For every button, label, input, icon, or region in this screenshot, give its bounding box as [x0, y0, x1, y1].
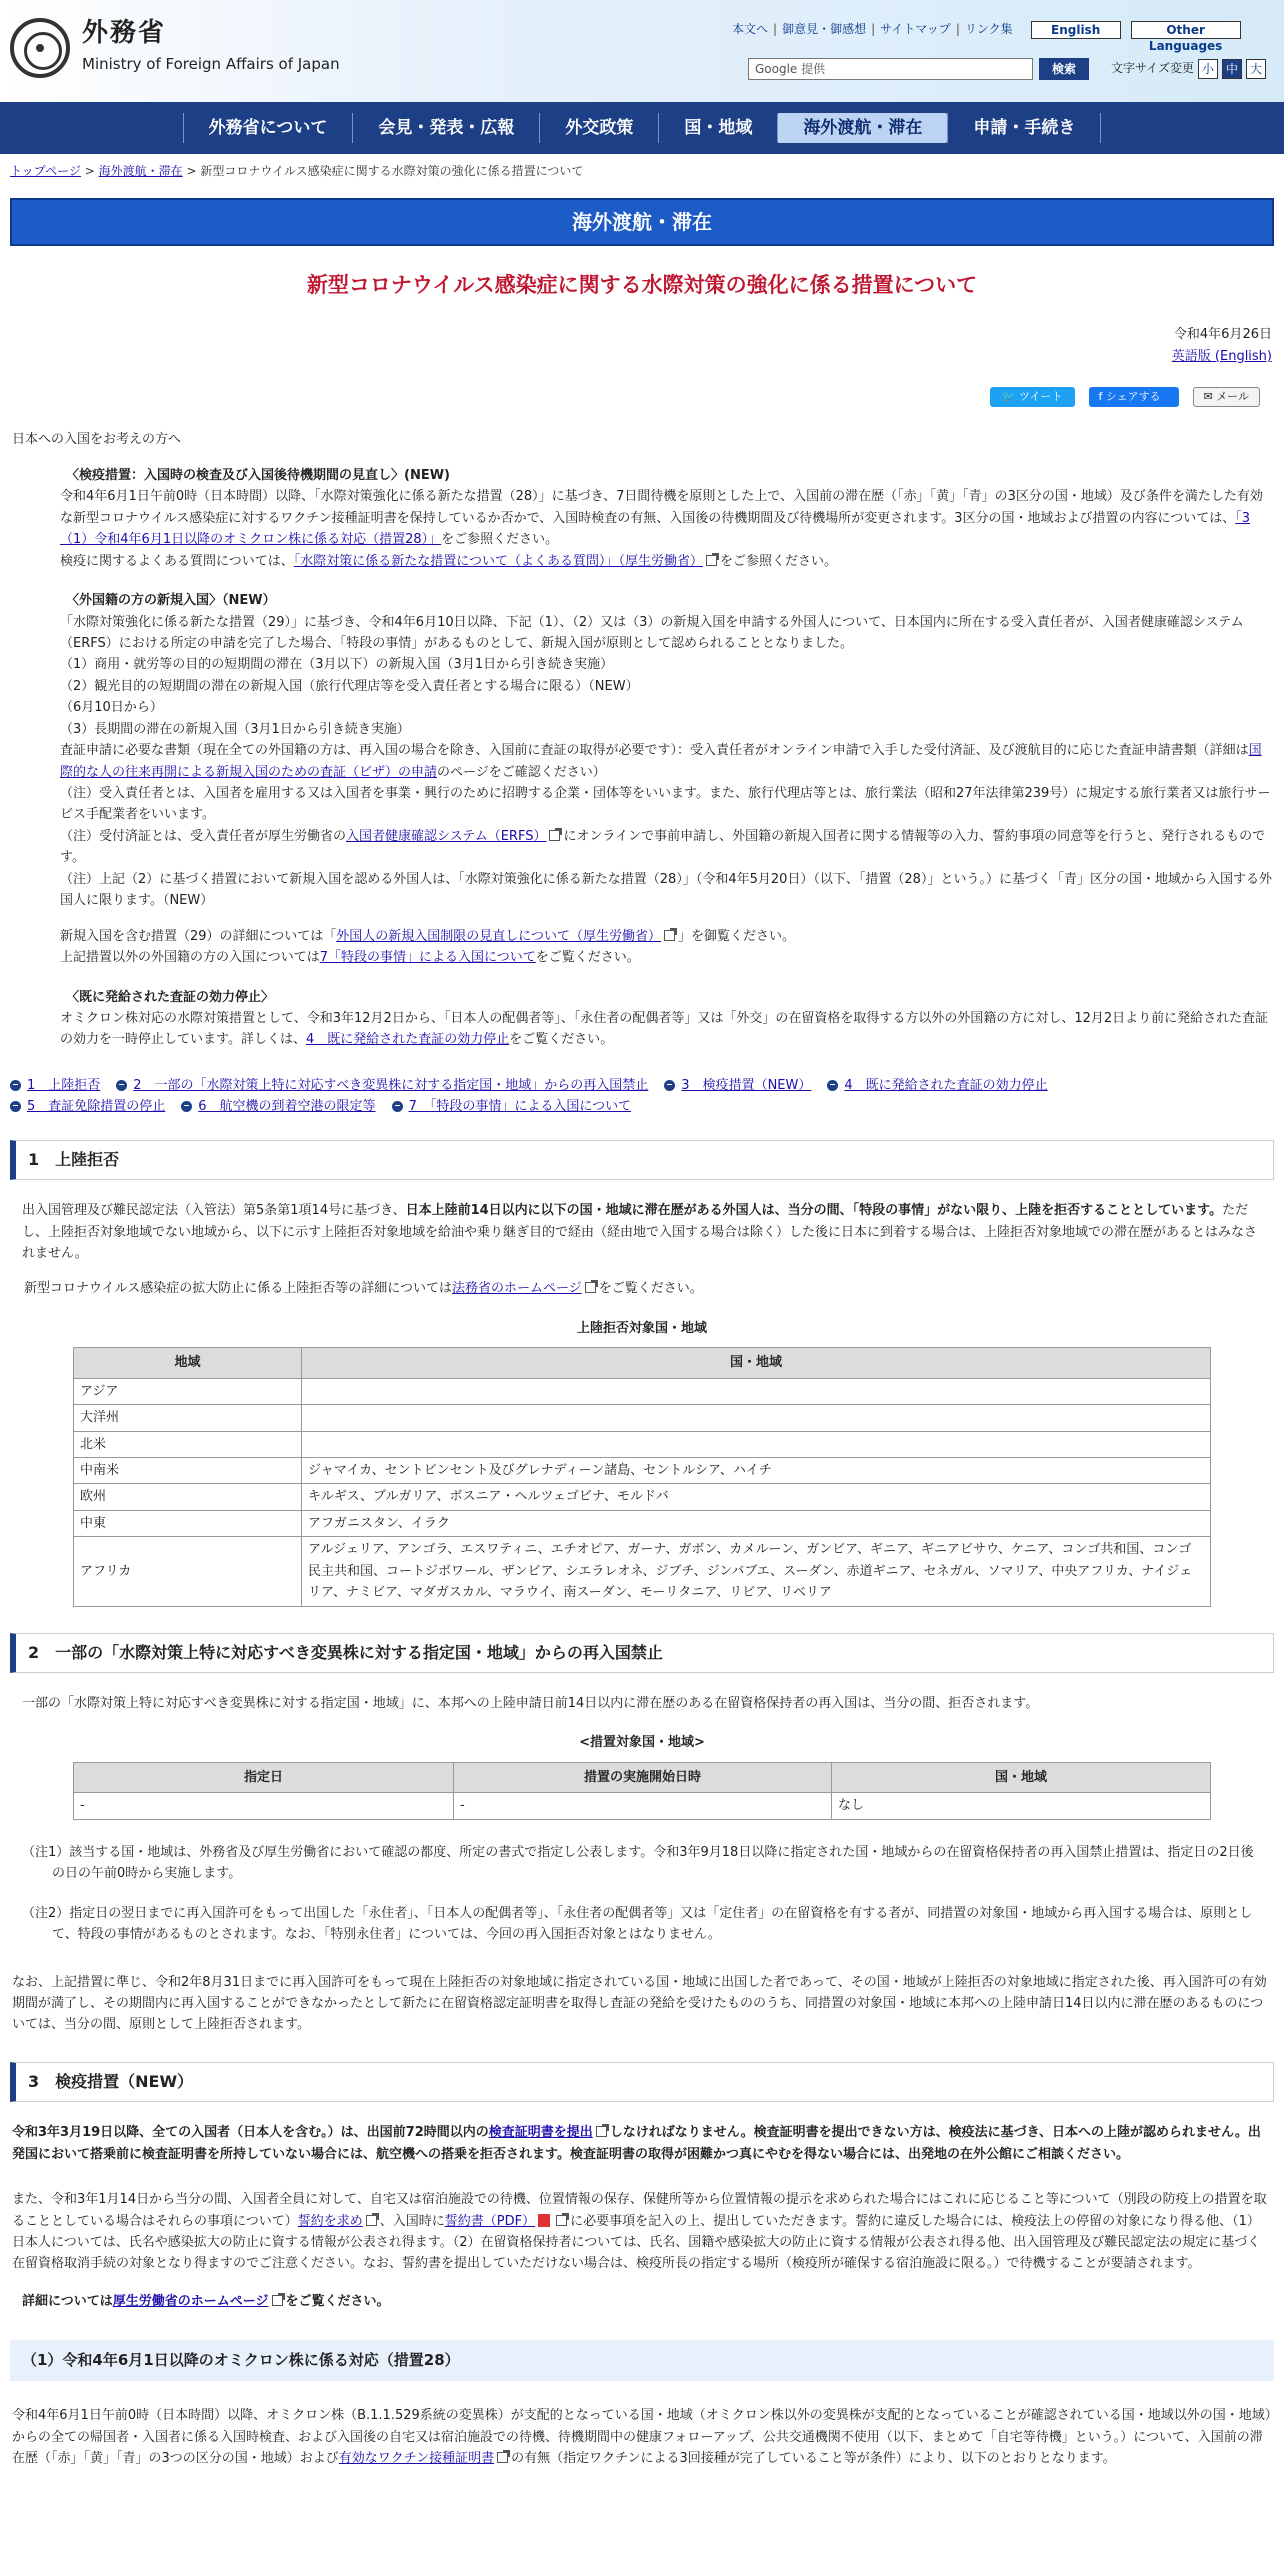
breadcrumb: トップページ > 海外渡航・滞在 > 新型コロナウイルス感染症に関する水際対策の強化に係る措置について [10, 164, 584, 178]
note: （注）受入責任者とは、入国者を雇用する又は入国者を事業・興行のために招聘する企業・団体等をいいます。また、旅行代理店等とは、旅行業法（昭和27年法律第239号）に規定する旅行業者又は旅行サービス手配業者をいいます。 [60, 786, 1271, 823]
table-header: 国・地域 [832, 1762, 1211, 1792]
section-banner: 海外渡航・滞在 [10, 198, 1274, 246]
link-new-entry-mhlw[interactable]: 外国人の新規入国制限の見直しについて（厚生労働省） [336, 928, 662, 944]
search-input[interactable]: Google 提供 [748, 58, 1033, 80]
table-row: 北米 [74, 1431, 1211, 1457]
list-item: （2）観光目的の短期間の滞在の新規入国（旅行代理店等を受入責任者とする場合に限る）（NEW） [60, 678, 639, 694]
measure-29-paragraph: 新規入国を含む措置（29）の詳細については「外国人の新規入国制限の見直しについて（厚生労働省） 」を御覧ください。 [60, 928, 796, 944]
font-size-label: 文字サイズ変更 [1111, 61, 1195, 76]
section-2-note-2: （注2）指定日の翌日までに再入国許可をもって出国した「永住者」、「日本人の配偶者等」、「永住者の配偶者等」又は「定住者」の在留資格を有する者が、同措置の対象国・地域から再入国する場合は、原則として、特段の事情があるものとされます。なお、「特別永住者」については、今回の再入国拒否対象とはなりません。 [22, 1905, 1253, 1943]
nav-procedures[interactable]: 申請・手続き [947, 113, 1101, 143]
table-header: 措置の実施開始日時 [454, 1762, 832, 1792]
font-size-small[interactable]: 小 [1198, 59, 1218, 79]
section-1-heading: 1 上陸拒否 [10, 1140, 1274, 1180]
global-nav [0, 102, 1284, 154]
util-link-links[interactable]: リンク集 [964, 22, 1013, 36]
search-button[interactable]: 検索 [1039, 58, 1089, 80]
font-size-control [1111, 59, 1266, 79]
external-link-icon [497, 2452, 508, 2463]
table-row: - - なし [74, 1793, 1211, 1819]
breadcrumb-parent[interactable]: 海外渡航・滞在 [98, 164, 183, 178]
page-title: 新型コロナウイルス感染症に関する水際対策の強化に係る措置について [306, 272, 978, 297]
toc-item-1[interactable]: 1 上陸拒否 [10, 1075, 100, 1096]
external-link-icon [706, 555, 717, 566]
toc-item-7[interactable]: 7 「特段の事情」による入国について [392, 1096, 632, 1117]
note: （注）受付済証とは、受入責任者が厚生労働省の入国者健康確認システム（ERFS） にオンラインで事前申請し、外国籍の新規入国者に関する情報等の入力、誓約事項の同意等を行うと、発行されるものです。 [60, 828, 1266, 866]
toc-item-5[interactable]: 5 査証免除措置の停止 [10, 1096, 165, 1117]
pdf-icon [538, 2214, 550, 2227]
util-link-main[interactable]: 本文へ [732, 22, 769, 36]
arrow-circle-icon [827, 1080, 838, 1091]
special-circumstances-paragraph: 上記措置以外の外国籍の方の入国については7「特段の事情」による入国についてをご覧ください。 [60, 950, 640, 966]
section-2-heading: 2 一部の「水際対策上特に対応すべき変異株に対する指定国・地域」からの再入国禁止 [10, 1633, 1274, 1673]
reentry-table [73, 1762, 1211, 1820]
util-link-feedback[interactable]: 御意見・御感想 [782, 22, 867, 36]
toc-item-4[interactable]: 4 既に発給された査証の効力停止 [827, 1075, 1047, 1096]
facebook-share-button[interactable]: f シェアする [1089, 387, 1179, 407]
quarantine-paragraph-2: 検疫に関するよくある質問については、「水際対策に係る新たな措置について（よくある質問）」（厚生労働省） をご参照ください。 [60, 553, 838, 569]
arrow-circle-icon [116, 1080, 127, 1091]
external-link-icon [664, 930, 675, 941]
table-of-contents [0, 1075, 1284, 1118]
link-erfs[interactable]: 入国者健康確認システム（ERFS） [346, 828, 547, 844]
section-3-paragraph-1: 令和3年3月19日以降、全ての入国者（日本人を含む。）は、出国前72時間以内の検査証明書を提出 しなければなりません。検査証明書を提出できない方は、検疫法に基づき、日本への上陸が認められません。出発国において搭乗前に検査証明書を所持していない場合には、航空機への搭乗を拒否されます。検査証明書の取得が困難かつ真にやむを得ない場合には、出発地の在外公館にご相談ください。 [12, 2125, 1261, 2162]
link-mhlw[interactable]: 厚生労働省のホームページ [112, 2293, 269, 2309]
link-visa-application[interactable]: 国際的な人の往来再開による新規入国のための査証（ビザ）の申請 [60, 743, 1262, 780]
util-link-sitemap[interactable]: サイトマップ [880, 22, 951, 36]
external-link-icon [556, 2215, 567, 2226]
site-logo[interactable] [10, 18, 340, 78]
mofa-emblem-icon [10, 18, 70, 78]
arrow-circle-icon [10, 1101, 21, 1112]
arrow-circle-icon [664, 1080, 675, 1091]
table-row: アフリカ アルジェリア、アンゴラ、エスワティニ、エチオピア、ガーナ、ガボン、カメルーン、ガンビア、ギニア、ギニアビサウ、ケニア、コンゴ共和国、コンゴ民主共和国、コートジボワール、ザンビア、シエラレオネ、ジブチ、ジンバブエ、スーダン、赤道ギニア、セネガル、ソマリア、中央アフリカ、ナイジェリア、ナミビア、マダガスカル、マラウイ、南スーダン、モーリタニア、リビア、リベリア [74, 1537, 1211, 1606]
tweet-button[interactable]: 🐦 ツイート [990, 387, 1075, 407]
arrow-circle-icon [10, 1080, 21, 1091]
nav-press[interactable]: 会見・発表・広報 [352, 113, 539, 143]
publish-date: 令和4年6月26日 [1173, 327, 1272, 343]
font-size-large[interactable]: 大 [1246, 59, 1266, 79]
font-size-medium[interactable]: 中 [1222, 59, 1242, 79]
note: （注）上記（2）に基づく措置において新規入国を認める外国人は、「水際対策強化に係る新たな措置（28）」（令和4年5月20日）（以下、「措置（28）」という。）に基づく「青」区分の国・地域から入国する外国人に限ります。（NEW） [60, 871, 1272, 909]
foreign-entry-heading: 〈外国籍の方の新規入国〉（NEW） [66, 593, 276, 609]
link-pledge[interactable]: 誓約を求め [297, 2213, 363, 2229]
english-button[interactable]: English [1031, 21, 1121, 39]
section-3-paragraph-2: また、令和3年1月14日から当分の間、入国者全員に対して、自宅又は宿泊施設での待機、位置情報の保存、保健所等から位置情報の提示を求められた場合にはこれに応じること等について（別段の防疫上の措置を取ることとしている場合はそれらの事項について）誓約を求め 、入国時に誓約書（PDF） に必要事項を記入の上、提出していただきます。誓約に違反した場合には、検疫法上の停留の対象になり得る他、（1）日本人については、氏名や感染拡大の防止に資する情報が公表され得ます。（2）在留資格保持者については、氏名、国籍や感染拡大の防止に資する情報が公表され得る他、出入国管理及び難民認定法の規定に基づく在留資格取消手続の対象となり得ますのでご注意ください。なお、誓約書を提出していただけない場合は、検疫所長の指定する場所（検疫所が確保する宿泊施設に限る。）で待機することが要請されます。 [12, 2192, 1267, 2272]
table-header: 指定日 [74, 1762, 454, 1792]
toc-item-3[interactable]: 3 検疫措置（NEW） [664, 1075, 811, 1096]
link-section-7[interactable]: 7「特段の事情」による入国について [319, 950, 536, 966]
section-3-heading: 3 検疫措置（NEW） [10, 2062, 1274, 2102]
breadcrumb-home[interactable]: トップページ [10, 164, 81, 178]
external-link-icon [366, 2215, 377, 2226]
section-2-paragraph: 一部の「水際対策上特に対応すべき変異株に対する指定国・地域」に、本邦への上陸申請日前14日以内に滞在歴のある在留資格保持者の再入国は、当分の間、拒否されます。 [22, 1696, 1039, 1712]
english-version-link[interactable]: 英語版 (English) [1171, 348, 1272, 364]
breadcrumb-current: 新型コロナウイルス感染症に関する水際対策の強化に係る措置について [200, 164, 584, 178]
intro-heading: 日本への入国をお考えの方へ [12, 432, 182, 448]
link-measure-28[interactable]: 「3（1）令和4年6月1日以降のオミクロン株に係る対応（措置28）」 [60, 510, 1251, 548]
quarantine-paragraph-1: 令和4年6月1日午前0時（日本時間）以降、「水際対策強化に係る新たな措置（28）」に基づき、7日間待機を原則とした上で、入国前の滞在歴（「赤」「黄」「青」の3区分の国・地域）及び条件を満たした有効な新型コロナウイルス感染症に対するワクチン接種証明書を保持しているか否かで、入国時検査の有無、入国後の待機期間及び待機場所が変更されます。3区分の国・地域および措置の内容については、「3（1）令和4年6月1日以降のオミクロン株に係る対応（措置28）」をご参照ください。 [60, 489, 1263, 548]
section-3-paragraph-3: 詳細については厚生労働省のホームページ をご覧ください。 [22, 2293, 390, 2309]
share-buttons [0, 387, 1284, 407]
table-row: 欧州 キルギス、ブルガリア、ボスニア・ヘルツェゴビナ、モルドバ [74, 1484, 1211, 1510]
arrow-circle-icon [181, 1101, 192, 1112]
denial-table [73, 1347, 1211, 1606]
intro-section [0, 429, 1284, 1050]
site-header [0, 0, 1284, 102]
visa-suspension-heading: 〈既に発給された査証の効力停止〉 [66, 989, 275, 1005]
nav-about[interactable]: 外務省について [183, 113, 353, 143]
section-1-paragraph-2: 新型コロナウイルス感染症の拡大防止に係る上陸拒否等の詳細については法務省のホームページ をご覧ください。 [24, 1281, 703, 1297]
foreign-entry-paragraph: 「水際対策強化に係る新たな措置（29）」に基づき、令和4年6月10日以降、下記（1）、（2）又は（3）の新規入国を申請する外国人について、日本国内に所在する受入責任者が、入国者健康確認システム（ERFS）における所定の申請を完了した場合、「特段の事情」があるものとして、新規入国が原則として認められることとなりました。 [60, 614, 1244, 651]
section-1-paragraph-1: 出入国管理及び難民認定法（入管法）第5条第1項14号に基づき、日本上陸前14日以内に以下の国・地域に滞在歴がある外国人は、当分の間、「特段の事情」がない限り、上陸を拒否することとしています。ただし、上陸拒否対象地域でない地域から、以下に示す上陸拒否対象地域を給油や乗り継ぎ目的で経由（経由地で入国する場合は除く）した後に日本に到着する場合は、上陸拒否対象地域での滞在歴があるとはみなされません。 [22, 1203, 1258, 1261]
external-link-icon [549, 830, 560, 841]
nav-regions[interactable]: 国・地域 [658, 113, 777, 143]
section-3-1-paragraph: 令和4年6月1日午前0時（日本時間）以降、オミクロン株（B.1.1.529系統の変異株）が支配的となっている国・地域（オミクロン株以外の変異株が支配的となっていることが確認されている国・地域以外の国・地域）からの全ての帰国者・入国者に係る入国時検査、および入国後の自宅又は宿泊施設での待機、待機期間中の健康フォローアップ、公共交通機関不使用（以下、まとめて「自宅等待機」という。）について、入国前の滞在歴（「赤」「黄」「青」の3つの区分の国・地域）および有効なワクチン接種証明書 の有無（指定ワクチンによる3回接種が完了していること等が条件）により、以下のとおりとなります。 [12, 2408, 1272, 2466]
table-caption: <措置対象国・地域> [579, 1735, 705, 1751]
nav-travel[interactable]: 海外渡航・滞在 [777, 113, 947, 143]
external-link-icon [596, 2126, 607, 2137]
mail-button[interactable]: ✉ メール [1193, 387, 1261, 407]
link-faq-mhlw[interactable]: 「水際対策に係る新たな措置について（よくある質問）」（厚生労働省） [293, 553, 703, 569]
nav-policy[interactable]: 外交政策 [539, 113, 658, 143]
link-vaccine-certificate[interactable]: 有効なワクチン接種証明書 [338, 2450, 495, 2466]
link-pledge-pdf[interactable]: 誓約書（PDF） [444, 2213, 536, 2229]
link-section-4[interactable]: 4 既に発給された査証の効力停止 [305, 1032, 510, 1048]
table-header: 国・地域 [302, 1348, 1211, 1378]
link-moj[interactable]: 法務省のホームページ [451, 1281, 582, 1297]
link-test-certificate[interactable]: 検査証明書を提出 [488, 2125, 593, 2141]
utility-links: 本文へ | 御意見・御感想 | サイトマップ | リンク集 English Other Languages [732, 20, 1241, 40]
section-2-note-1: （注1）該当する国・地域は、外務省及び厚生労働省において確認の都度、所定の書式で指定し公表します。令和3年9月18日以降に指定された国・地域からの在留資格保持者の再入国禁止措置は、指定日の2日後の日の午前0時から実施します。 [22, 1844, 1254, 1882]
list-item: （6月10日から） [60, 700, 163, 716]
external-link-icon [272, 2295, 283, 2306]
toc-item-6[interactable]: 6 航空機の到着空港の限定等 [181, 1096, 375, 1117]
table-row: アジア [74, 1378, 1211, 1404]
external-link-icon [585, 1282, 596, 1293]
visa-paragraph: 査証申請に必要な書類（現在全ての外国籍の方は、再入国の場合を除き、入国前に査証の取得が必要です）：受入責任者がオンライン申請で入手した受付済証、及び渡航目的に応じた査証申請書類（詳細は国際的な人の往来再開による新規入国のための査証（ビザ）の申請のページをご確認ください） [60, 743, 1262, 780]
other-languages-button[interactable]: Other Languages [1131, 21, 1241, 39]
search-area [748, 58, 1266, 80]
section-3-1-heading: （1）令和4年6月1日以降のオミクロン株に係る対応（措置28） [10, 2340, 1274, 2381]
arrow-circle-icon [392, 1101, 403, 1112]
toc-item-2[interactable]: 2 一部の「水際対策上特に対応すべき変異株に対する指定国・地域」からの再入国禁止 [116, 1075, 648, 1096]
table-row: 中南米 ジャマイカ、セントビンセント及びグレナディーン諸島、セントルシア、ハイチ [74, 1458, 1211, 1484]
list-item: （1）商用・就労等の目的の短期間の滞在（3月以下）の新規入国（3月1日から引き続き実施） [60, 657, 614, 673]
section-2-paragraph-2: なお、上記措置に準じ、令和2年8月31日までに再入国許可をもって現在上陸拒否の対象地域に指定されている国・地域に出国した者であって、その国・地域が上陸拒否の対象地域に指定された後、再入国許可の有効期間が満了し、その期間内に再入国することができなかったとして新たに在留資格認定証明書を取得し査証の発給を受けたもののうち、同措置の対象国・地域に本邦への上陸申請日14日以内に滞在歴のあるものについては、当分の間、原則として上陸拒否されます。 [12, 1974, 1267, 2033]
logo-japanese: 外務省 [82, 18, 167, 49]
table-row: 大洋州 [74, 1405, 1211, 1431]
visa-suspension-paragraph: オミクロン株対応の水際対策措置として、令和3年12月2日から、「日本人の配偶者等」、「永住者の配偶者等」又は「外交」の在留資格を取得する方以外の外国籍の方に対し、12月2日より前に発給された査証の効力を一時停止しています。詳しくは、4 既に発給された査証の効力停止をご覧ください。 [60, 1010, 1269, 1048]
quarantine-heading: 〈検疫措置：入国時の検査及び入国後待機期間の見直し〉(NEW) [66, 467, 450, 483]
table-caption: 上陸拒否対象国・地域 [576, 1320, 707, 1336]
table-header: 地域 [74, 1348, 302, 1378]
table-row: 中東 アフガニスタン、イラク [74, 1510, 1211, 1536]
logo-english: Ministry of Foreign Affairs of Japan [82, 54, 340, 73]
list-item: （3）長期間の滞在の新規入国（3月1日から引き続き実施） [60, 721, 410, 737]
